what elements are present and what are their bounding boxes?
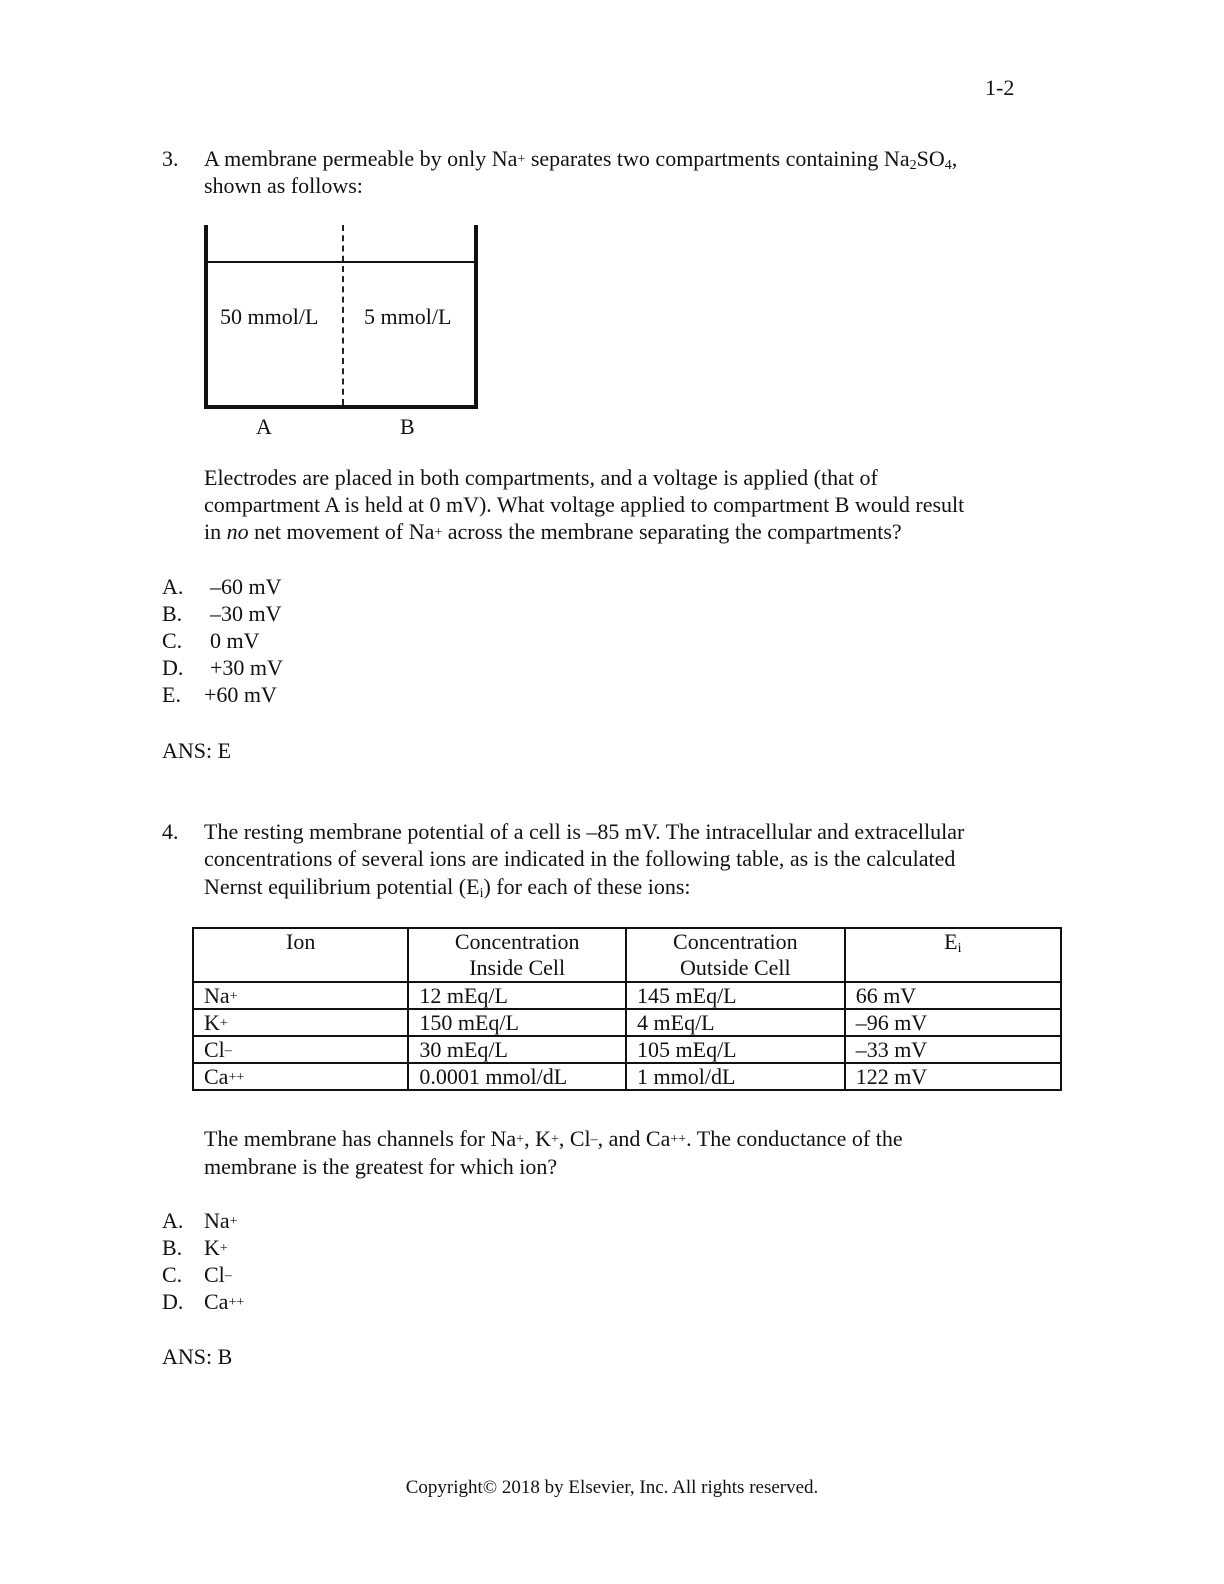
container-floor [204, 405, 478, 409]
membrane-dashed-line [342, 225, 344, 405]
header-ion: Ion [193, 928, 408, 982]
cell-inside: 30 mEq/L [408, 1036, 626, 1063]
cell-ion: K+ [193, 1009, 408, 1036]
ion-concentration-table [192, 927, 1062, 1091]
cell-ion: Cl– [193, 1036, 408, 1063]
question-3-number: 3. [162, 146, 179, 171]
question-4-body-line-1: The membrane has channels for Na+, K+, Cl–, and Ca++. The conductance of the [204, 1126, 903, 1151]
question-3-body-line-2: compartment A is held at 0 mV). What voltage applied to compartment B would result [204, 492, 965, 517]
cell-outside: 1 mmol/dL [626, 1063, 845, 1090]
cell-ei: –96 mV [845, 1009, 1061, 1036]
q4-option-c-letter: C. [162, 1262, 183, 1287]
header-ei: $E_i$ [845, 928, 1061, 982]
cell-outside: 105 mEq/L [626, 1036, 845, 1063]
question-3-stem-line-2: shown as follows: [204, 173, 363, 198]
question-4-number: 4. [162, 819, 179, 844]
cell-ei: –33 mV [845, 1036, 1061, 1063]
compartment-a-concentration: 50 mmol/L [220, 304, 319, 329]
table-row [193, 982, 1061, 1009]
container-left-wall [204, 225, 208, 409]
question-4-stem-line-1: The resting membrane potential of a cell is –85 mV. The intracellular and extracellular [204, 819, 965, 844]
q4-option-b-letter: B. [162, 1235, 183, 1260]
q4-option-a-value: Na+ [204, 1208, 238, 1233]
q3-option-a-letter: A. [162, 574, 184, 599]
q3-option-e-letter: E. [162, 682, 181, 707]
q3-option-c-letter: C. [162, 628, 183, 653]
q4-option-d-letter: D. [162, 1289, 184, 1314]
q3-option-a-value: –60 mV [210, 574, 282, 599]
q3-option-b-value: –30 mV [210, 601, 282, 626]
compartment-a-label: A [256, 414, 272, 439]
cell-ion: Na+ [193, 982, 408, 1009]
cell-ei: 122 mV [845, 1063, 1061, 1090]
q3-option-d-value: +30 mV [210, 655, 283, 680]
cell-inside: 150 mEq/L [408, 1009, 626, 1036]
question-4-answer: ANS: B [162, 1344, 233, 1369]
table-header-row [193, 928, 1061, 982]
table-row [193, 1009, 1061, 1036]
question-3-body-line-3: in no net movement of Na+ across the membrane separating the compartments? [204, 519, 902, 544]
q3-option-e-value: +60 mV [204, 682, 277, 707]
header-inside: Concentration Inside Cell [408, 928, 626, 982]
q4-option-b-value: K+ [204, 1235, 228, 1260]
fluid-level-line [206, 261, 476, 263]
container-right-wall [474, 225, 478, 409]
compartment-b-label: B [400, 414, 415, 439]
q3-option-b-letter: B. [162, 601, 183, 626]
compartment-diagram [204, 225, 480, 440]
cell-inside: 0.0001 mmol/dL [408, 1063, 626, 1090]
compartment-b-concentration: 5 mmol/L [364, 304, 452, 329]
q3-option-c-value: 0 mV [210, 628, 260, 653]
page-number: 1-2 [985, 75, 1015, 100]
cell-outside: 145 mEq/L [626, 982, 845, 1009]
q3-option-d-letter: D. [162, 655, 184, 680]
cell-inside: 12 mEq/L [408, 982, 626, 1009]
header-outside: Concentration Outside Cell [626, 928, 845, 982]
question-3-answer: ANS: E [162, 738, 232, 763]
copyright-footer: Copyright© 2018 by Elsevier, Inc. All rights reserved. [405, 1477, 819, 1498]
cell-ei: 66 mV [845, 982, 1061, 1009]
q4-option-c-value: Cl– [204, 1262, 232, 1287]
question-3-stem: A membrane permeable by only Na+ separates two compartments containing $Na_2SO_4$, [204, 146, 958, 173]
question-4-body-line-2: membrane is the greatest for which ion? [204, 1154, 558, 1179]
q4-option-a-letter: A. [162, 1208, 184, 1233]
question-4-stem-line-3: Nernst equilibrium potential $(E_i)$ for each of these ions: [204, 874, 691, 901]
table-row [193, 1036, 1061, 1063]
q4-option-d-value: Ca++ [204, 1289, 245, 1314]
cell-ion: Ca++ [193, 1063, 408, 1090]
question-3-body-line-1: Electrodes are placed in both compartments, and a voltage is applied (that of [204, 465, 878, 490]
question-4-stem-line-2: concentrations of several ions are indicated in the following table, as is the calculated [204, 846, 956, 871]
table-row [193, 1063, 1061, 1090]
cell-outside: 4 mEq/L [626, 1009, 845, 1036]
